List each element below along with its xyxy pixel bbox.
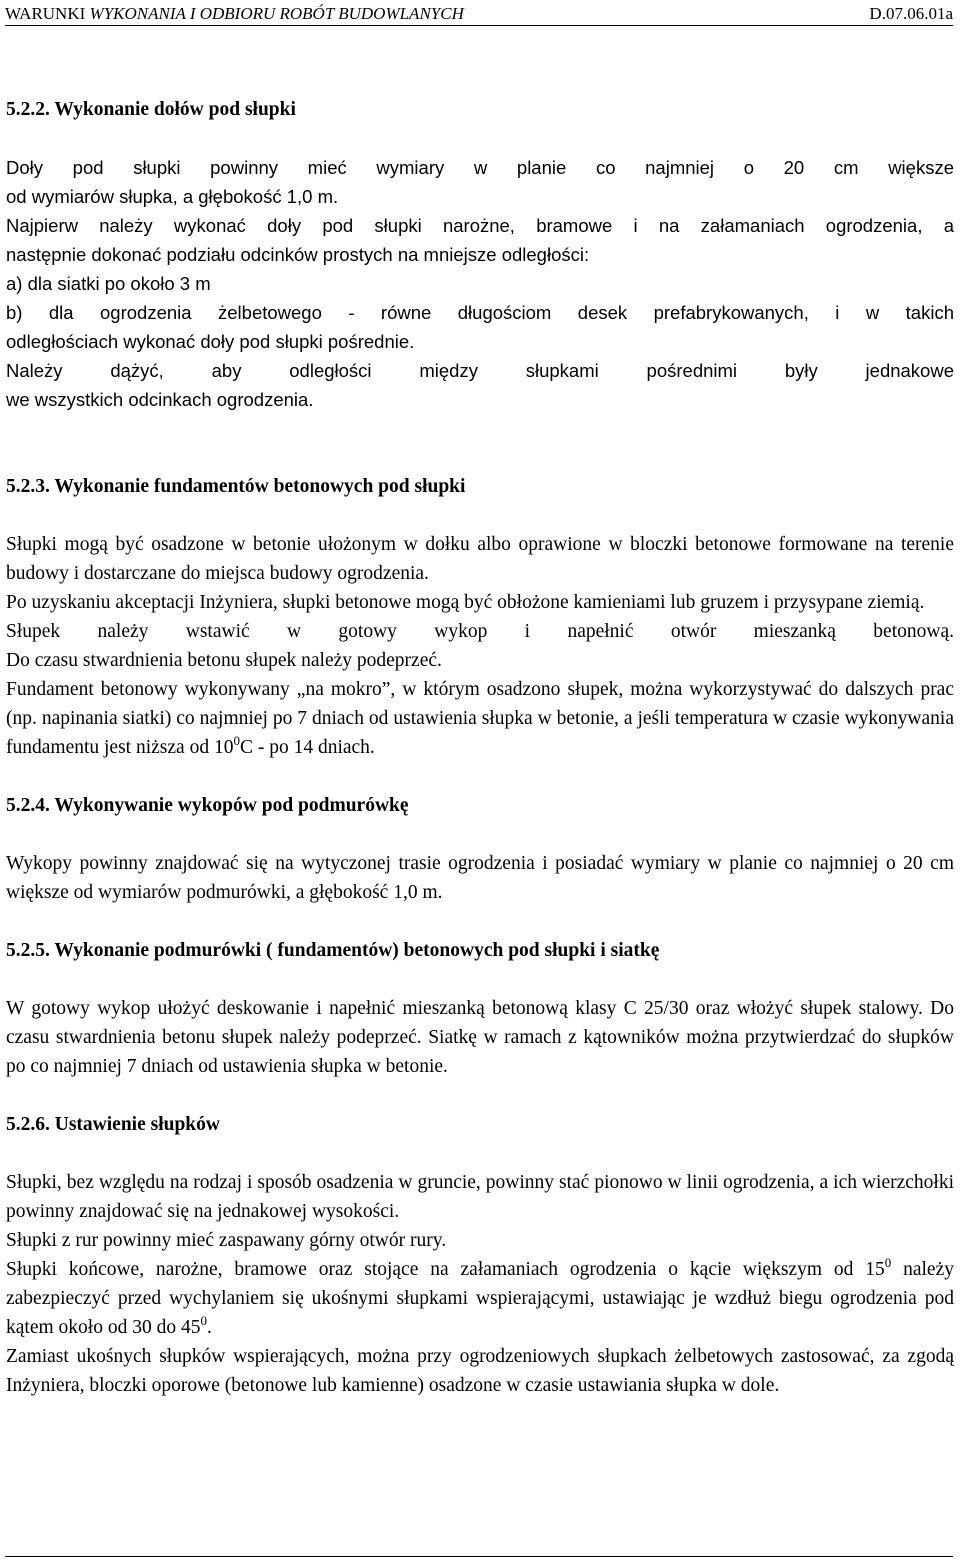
- section-5-2-4: [6, 791, 954, 907]
- superscript: 0: [200, 1313, 207, 1328]
- section-heading: 5.2.5. Wykonanie podmurówki ( fundamentów) betonowych pod słupki i siatkę: [6, 940, 660, 961]
- paragraph: [6, 675, 954, 762]
- footer-rule: [5, 1556, 953, 1557]
- header-title: [5, 3, 464, 25]
- section-heading: 5.2.3. Wykonanie fundamentów betonowych pod słupki: [6, 476, 466, 497]
- superscript: 0: [233, 733, 240, 748]
- section-heading: 5.2.2. Wykonanie dołów pod słupki: [6, 99, 296, 120]
- paragraph: Najpierw należy wykonać doły pod słupki narożne, bramowe i na załamaniach ogrodzenia, a: [6, 215, 954, 236]
- list-item-continuation: odległościach wykonać doły pod słupki pośrednie.: [6, 331, 415, 352]
- paragraph: [6, 1255, 954, 1342]
- paragraph: od wymiarów słupka, a głębokość 1,0 m.: [6, 186, 339, 207]
- document-body: [6, 95, 954, 1400]
- header-prefix: WARUNKI: [5, 4, 86, 23]
- paragraph: następnie dokonać podziału odcinków prostych na mniejsze odległości:: [6, 244, 590, 265]
- paragraph-text: C - po 14 dniach.: [239, 737, 375, 758]
- paragraph-text: .: [206, 1317, 212, 1338]
- superscript: 0: [884, 1255, 892, 1270]
- section-body: [6, 153, 954, 414]
- list-item: b) dla ogrodzenia żelbetowego - równe długościom desek prefabrykowanych, i w takich: [6, 302, 954, 323]
- section-heading: 5.2.6. Ustawienie słupków: [6, 1114, 220, 1135]
- header-title-italic: WYKONANIA I ODBIORU ROBÓT BUDOWLANYCH: [89, 4, 464, 23]
- section-heading: 5.2.4. Wykonywanie wykopów pod podmurówkę: [6, 795, 409, 816]
- paragraph: Słupki z rur powinny mieć zaspawany górny otwór rury.: [6, 1230, 447, 1251]
- paragraph: Słupki, bez względu na rodzaj i sposób osadzenia w gruncie, powinny stać pionowo w linii ogrodzenia, a ich wierzchołki powinny znajdować się na jednakowej wysokości.: [6, 1172, 954, 1222]
- paragraph: Wykopy powinny znajdować się na wytyczonej trasie ogrodzenia i posiadać wymiary w planie co najmniej o 20 cm większe od wymiarów podmurówki, a głębokość 1,0 m.: [6, 853, 954, 903]
- section-5-2-6: [6, 1110, 954, 1400]
- paragraph: Zamiast ukośnych słupków wspierających, można przy ogrodzeniowych słupkach żelbetowych zastosować, za zgodą Inżyniera, bloczki oporowe (betonowe lub kamienne) osadzone w czasie ustawiania słupka w dole.: [6, 1346, 954, 1396]
- paragraph: Słupek należy wstawić w gotowy wykop i napełnić otwór mieszanką betonową.: [6, 621, 954, 642]
- paragraph: W gotowy wykop ułożyć deskowanie i napełnić mieszanką betonową klasy C 25/30 oraz włożyć słupek stalowy. Do czasu stwardnienia betonu słupek należy podeprzeć. Siatkę w ramach z kątowników można przytwierdzać do słupków po co najmniej 7 dniach od ustawienia słupka w betonie.: [6, 998, 954, 1077]
- paragraph-text: należy zabezpieczyć przed wychylaniem się ukośnymi słupkami wspierającymi, ustawiając je wzdłuż biegu ogrodzenia pod kątem około od 30 do 45: [6, 1259, 954, 1338]
- list-item: a) dla siatki po około 3 m: [6, 273, 211, 294]
- paragraph: Doły pod słupki powinny mieć wymiary w planie co najmniej o 20 cm większe: [6, 157, 954, 178]
- paragraph: Należy dążyć, aby odległości między słupkami pośrednimi były jednakowe: [6, 360, 954, 381]
- paragraph: we wszystkich odcinkach ogrodzenia.: [6, 389, 314, 410]
- page-header: [5, 3, 953, 26]
- section-5-2-5: [6, 936, 954, 1081]
- paragraph: Po uzyskaniu akceptacji Inżyniera, słupki betonowe mogą być obłożone kamieniami lub gruzem i przysypane ziemią.: [6, 592, 925, 613]
- paragraph-text: Fundament betonowy wykonywany „na mokro”, w którym osadzono słupek, można wykorzystywać do dalszych prac (np. napinania siatki) co najmniej po 7 dniach od ustawienia słupka w betonie, a jeśli temperatura w czasie wykonywania fundamentu jest niższa od 10: [6, 679, 954, 758]
- header-document-code: D.07.06.01a: [869, 4, 953, 23]
- paragraph: Do czasu stwardnienia betonu słupek należy podeprzeć.: [6, 650, 442, 671]
- paragraph: Słupki mogą być osadzone w betonie ułożonym w dołku albo oprawione w bloczki betonowe formowane na terenie budowy i dostarczane do miejsca budowy ogrodzenia.: [6, 534, 954, 584]
- section-5-2-2: [6, 95, 954, 414]
- section-5-2-3: [6, 472, 954, 762]
- paragraph-text: Słupki końcowe, narożne, bramowe oraz stojące na załamaniach ogrodzenia o kącie większym od 15: [6, 1259, 885, 1280]
